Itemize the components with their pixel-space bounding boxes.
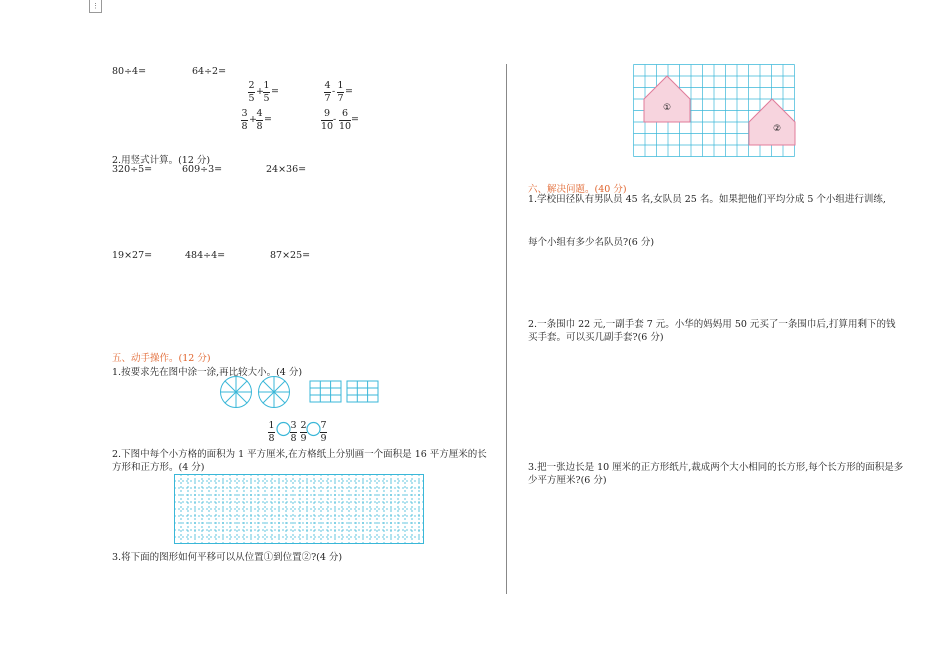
denominator: 7: [324, 93, 331, 104]
numerator: 4: [324, 80, 331, 91]
calc-609-div-3: 609÷3=: [182, 164, 223, 175]
fraction-expr-4: [321, 109, 361, 133]
numerator: 4: [256, 108, 263, 119]
circle-diagrams: [218, 375, 294, 409]
shape-position-2: [749, 99, 795, 145]
denominator: 10: [339, 121, 352, 132]
shape-position-1: [644, 76, 690, 122]
circle-eighths-2: [259, 377, 290, 408]
fraction-expr-3: [241, 109, 281, 133]
numerator: 1: [337, 80, 344, 91]
calc-320-div-5: 320÷5=: [112, 164, 153, 175]
question-2-title: 2.用竖式计算。(12 分): [112, 155, 211, 166]
equals: =: [345, 86, 353, 97]
section-6-question-2: 2.一条围巾 22 元,一副手套 7 元。小华的妈妈用 50 元买了一条围巾后,打算用剩下的钱买手套。可以买几副手套?(6 分): [528, 319, 896, 343]
denominator: 10: [321, 121, 334, 132]
equals: =: [351, 114, 359, 125]
calc-87-times-25: 87×25=: [270, 250, 311, 261]
section-5-question-1: 1.按要求先在图中涂一涂,再比较大小。(4 分): [112, 367, 303, 378]
grid-paper[interactable]: [174, 474, 425, 546]
shape-2-label: ②: [772, 124, 782, 134]
section-5-question-2: 2.下图中每个小方格的面积为 1 平方厘米,在方格纸上分别画一个面积是 16 平方厘米的长方形和正方形。(4 分): [112, 449, 487, 473]
section-5-question-3: 3.将下面的图形如何平移可以从位置①到位置②?(4 分): [112, 552, 343, 563]
compare-circle-1[interactable]: [277, 423, 290, 436]
calc-484-div-4: 484÷4=: [185, 250, 226, 261]
calc-19-times-27: 19×27=: [112, 250, 153, 261]
operator: +: [249, 114, 257, 125]
denominator: 5: [263, 93, 270, 104]
denominator: 8: [290, 433, 297, 444]
operator: -: [333, 114, 337, 125]
denominator: 9: [320, 433, 327, 444]
shape-1-label: ①: [662, 103, 672, 113]
column-divider: [506, 64, 507, 594]
compare-fractions: [268, 421, 338, 447]
operator: -: [332, 86, 336, 97]
section-6-question-1: 1.学校田径队有男队员 45 名,女队员 25 名。如果把他们平均分成 5 个小组进行训练,: [528, 194, 886, 205]
rectangle-ninths-1: [310, 381, 341, 402]
denominator: 7: [337, 93, 344, 104]
denominator: 8: [256, 121, 263, 132]
denominator: 8: [241, 121, 248, 132]
denominator: 5: [248, 93, 255, 104]
denominator: 8: [268, 433, 275, 444]
denominator: 9: [300, 433, 307, 444]
circle-eighths-1: [221, 377, 252, 408]
calc-24-times-36: 24×36=: [266, 164, 307, 175]
numerator: 3: [290, 420, 297, 431]
equals: =: [264, 114, 272, 125]
compare-circle-2[interactable]: [307, 423, 320, 436]
section-6-question-1-ask: 每个小组有多少名队员?(6 分): [528, 237, 655, 248]
operator: +: [256, 86, 264, 97]
section-5-title: 五、动手操作。(12 分): [112, 353, 211, 364]
numerator: 7: [320, 420, 327, 431]
numerator: 2: [300, 420, 307, 431]
section-6-title: 六、解决问题。(40 分): [528, 184, 627, 195]
numerator: 1: [268, 420, 275, 431]
calc-64-div-2: 64÷2=: [192, 66, 227, 77]
page-corner-marker: ⋮: [89, 0, 102, 13]
fraction-expr-2: [324, 81, 364, 105]
rectangle-ninths-2: [347, 381, 378, 402]
translation-grid: [633, 64, 797, 159]
rectangle-diagrams: [309, 380, 381, 404]
numerator: 1: [263, 80, 270, 91]
numerator: 6: [342, 108, 349, 119]
section-6-question-3: 3.把一张边长是 10 厘米的正方形纸片,裁成两个大小相同的长方形,每个长方形的面积是多少平方厘米?(6 分): [528, 462, 904, 486]
numerator: 9: [324, 108, 331, 119]
numerator: 3: [241, 108, 248, 119]
numerator: 2: [248, 80, 255, 91]
equals: =: [271, 86, 279, 97]
calc-80-div-4: 80÷4=: [112, 66, 147, 77]
fraction-expr-1: [248, 81, 288, 105]
